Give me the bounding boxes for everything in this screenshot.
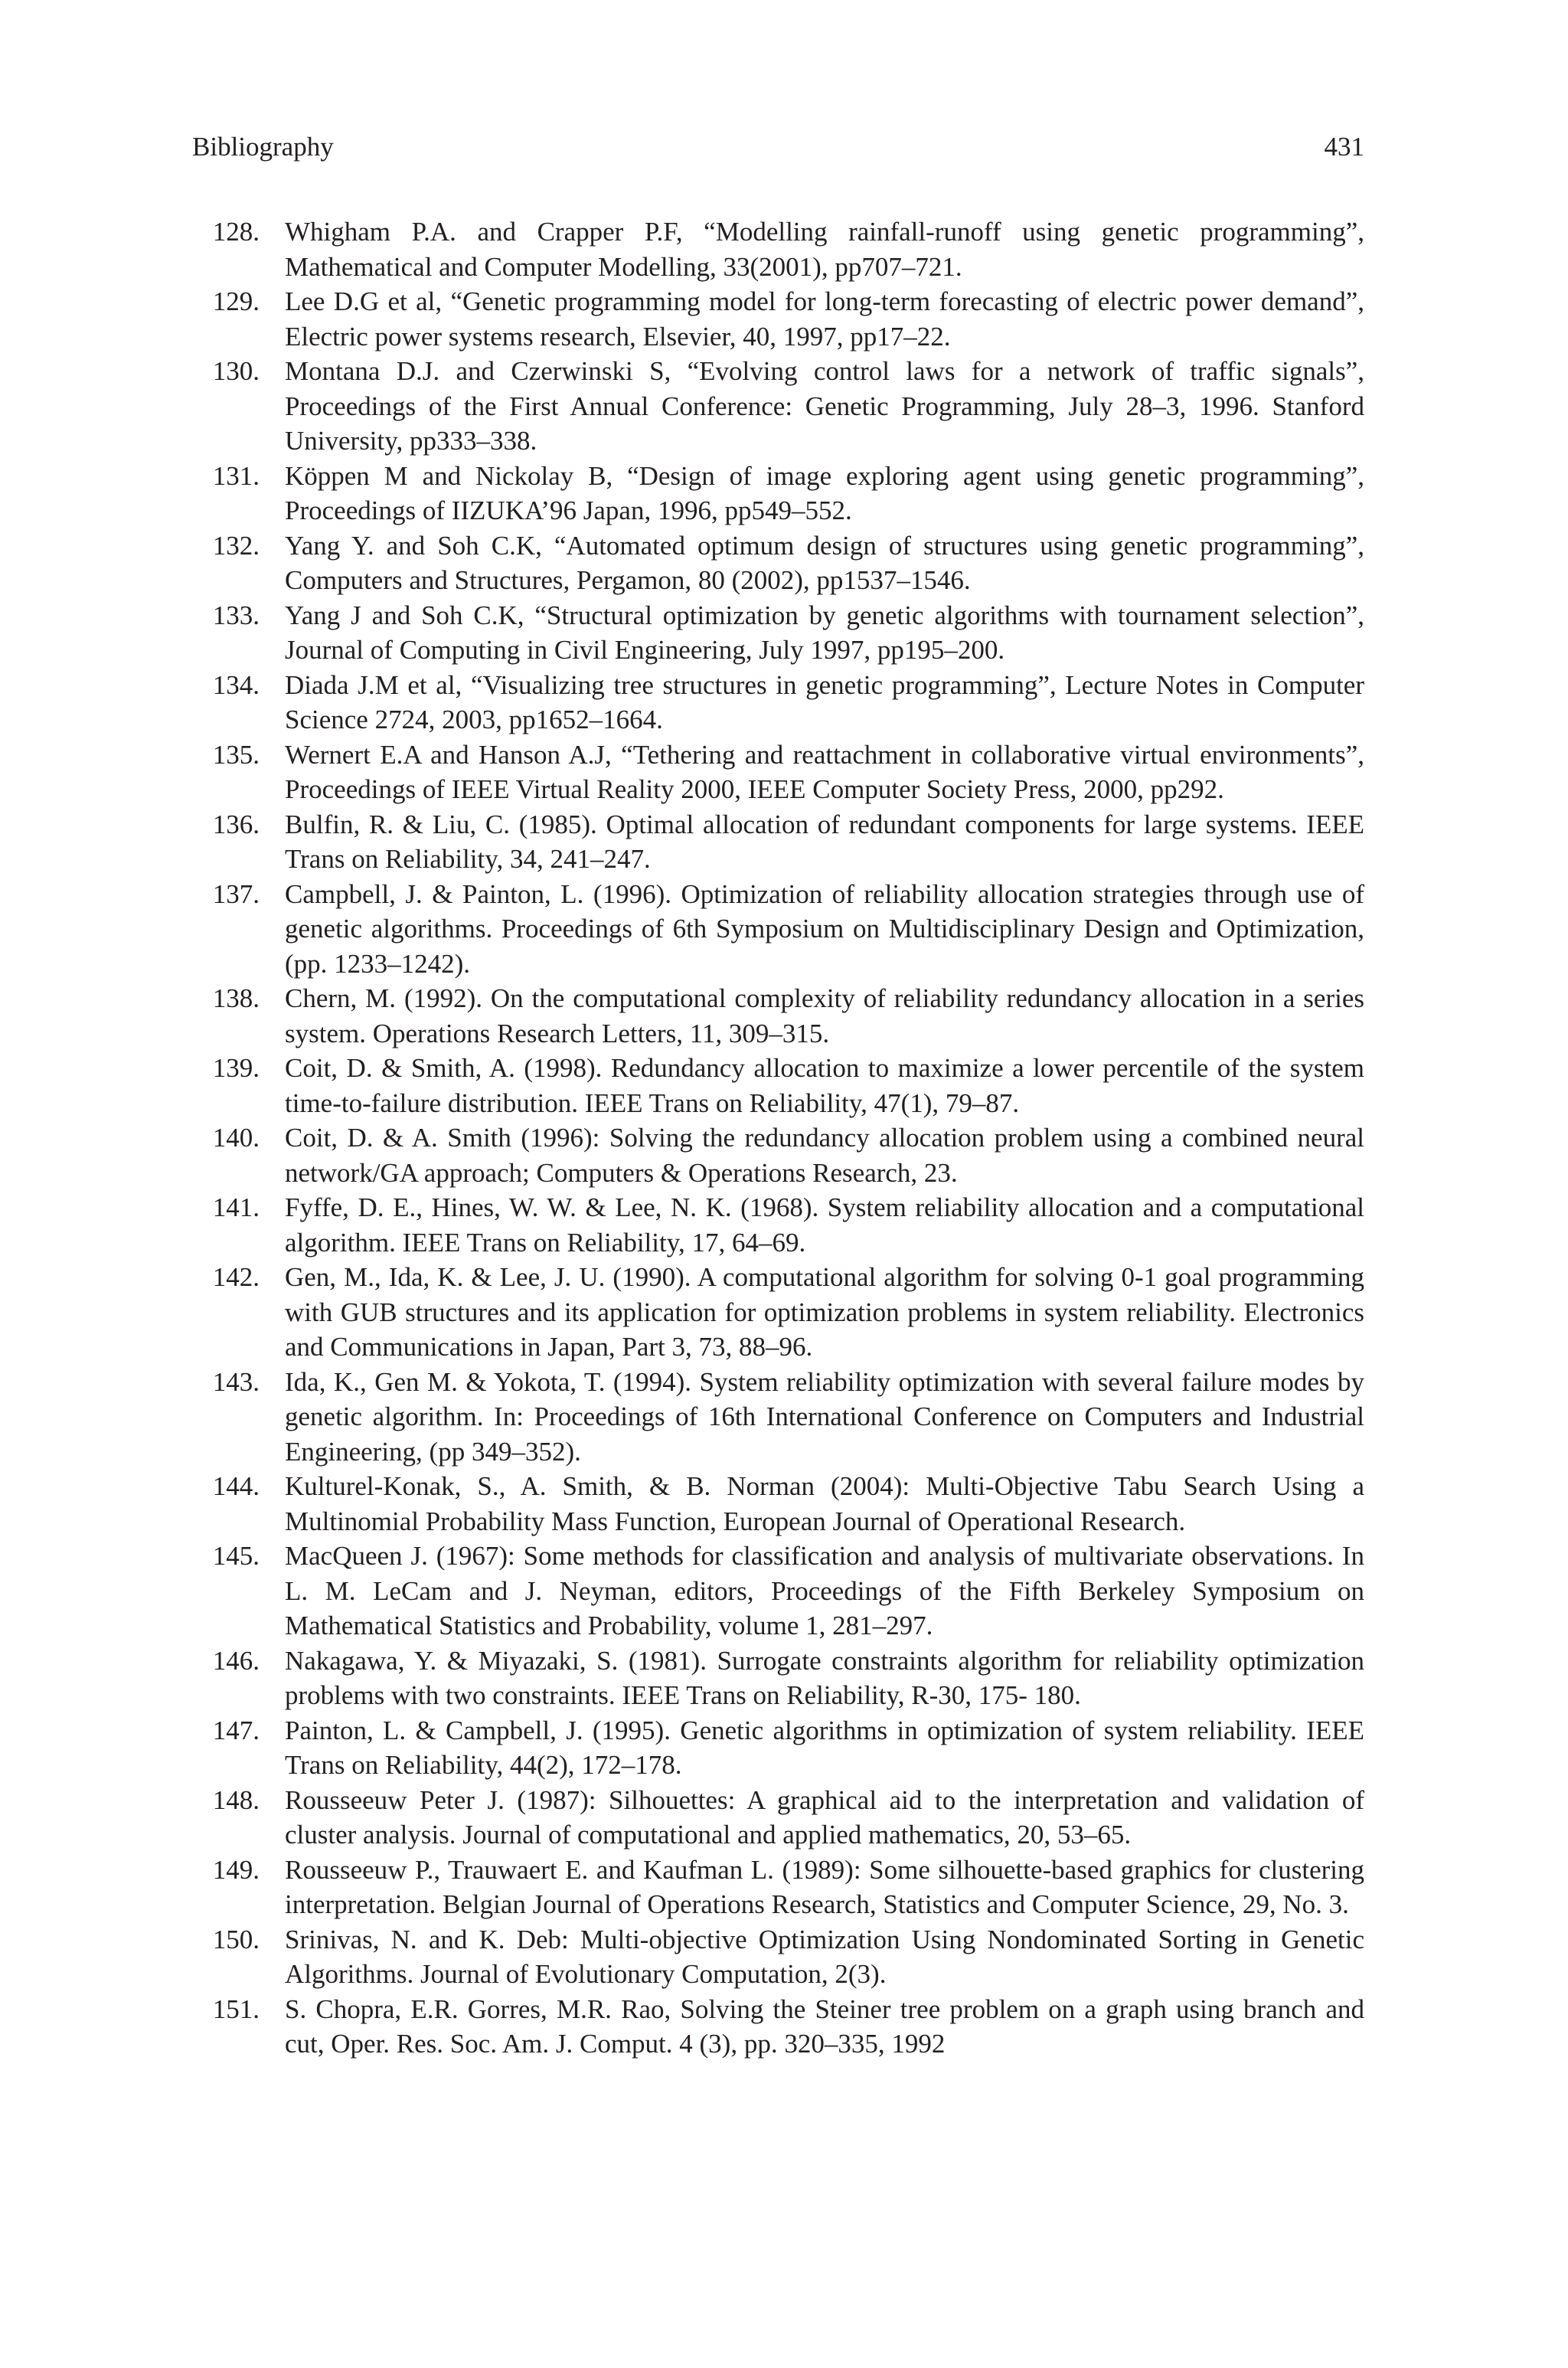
reference-text: Montana D.J. and Czerwinski S, “Evolving control laws for a network of traffic signals”, Proceedings of the First Annual Conference: Genetic Programming, July 28–3, 1996. Stanford University, pp333–338. — [285, 356, 1364, 456]
reference-item — [192, 1992, 1364, 2062]
reference-item — [192, 1853, 1364, 1922]
reference-item — [192, 807, 1364, 877]
reference-number: 151. — [212, 1994, 260, 2024]
reference-item — [192, 668, 1364, 738]
reference-number: 133. — [212, 600, 260, 630]
reference-item — [192, 738, 1364, 807]
reference-item — [192, 1051, 1364, 1120]
reference-text: Ida, K., Gen M. & Yokota, T. (1994). System reliability optimization with several failure modes by genetic algorithm. In: Proceedings of 16th International Conference on Computers and Industrial Engineering, (pp 349–352). — [285, 1366, 1364, 1467]
reference-number: 143. — [212, 1366, 260, 1397]
reference-text: Diada J.M et al, “Visualizing tree structures in genetic programming”, Lecture Notes in Computer Science 2724, 2003, pp1652–1664. — [285, 669, 1364, 734]
reference-item — [192, 354, 1364, 459]
reference-number: 136. — [212, 809, 260, 839]
reference-item — [192, 598, 1364, 668]
reference-number: 145. — [212, 1541, 260, 1571]
reference-item — [192, 1539, 1364, 1644]
reference-number: 147. — [212, 1715, 260, 1745]
reference-item — [192, 528, 1364, 598]
reference-item — [192, 1120, 1364, 1190]
reference-number: 139. — [212, 1053, 260, 1083]
reference-item — [192, 459, 1364, 528]
reference-text: Bulfin, R. & Liu, C. (1985). Optimal allocation of redundant components for large systems. IEEE Trans on Reliability, 34, 241–247. — [285, 809, 1364, 874]
reference-item — [192, 1783, 1364, 1853]
reference-number: 130. — [212, 356, 260, 386]
reference-text: Rousseeuw Peter J. (1987): Silhouettes: A graphical aid to the interpretation and validation of cluster analysis. Journal of computational and applied mathematics, 20, 53–65. — [285, 1784, 1364, 1850]
reference-text: S. Chopra, E.R. Gorres, M.R. Rao, Solving the Steiner tree problem on a graph using branch and cut, Oper. Res. Soc. Am. J. Comput. 4 (3), pp. 320–335, 1992 — [285, 1994, 1364, 2059]
reference-text: Coit, D. & A. Smith (1996): Solving the redundancy allocation problem using a combined neural network/GA approach; Computers & Operations Research, 23. — [285, 1123, 1364, 1188]
reference-item — [192, 1190, 1364, 1260]
reference-number: 138. — [212, 983, 260, 1013]
reference-item — [192, 1644, 1364, 1713]
reference-text: Wernert E.A and Hanson A.J, “Tethering and reattachment in collaborative virtual environments”, Proceedings of IEEE Virtual Reality 2000, IEEE Computer Society Press, 2000, pp292. — [285, 739, 1364, 804]
reference-text: Srinivas, N. and K. Deb: Multi-objective Optimization Using Nondominated Sorting in Genetic Algorithms. Journal of Evolutionary Computation, 2(3). — [285, 1924, 1364, 1989]
reference-text: Chern, M. (1992). On the computational complexity of reliability redundancy allocation in a series system. Operations Research Letters, 11, 309–315. — [285, 983, 1364, 1048]
reference-number: 134. — [212, 669, 260, 700]
reference-text: Kulturel-Konak, S., A. Smith, & B. Norman (2004): Multi-Objective Tabu Search Using a Multinomial Probability Mass Function, European Journal of Operational Research. — [285, 1471, 1364, 1536]
reference-text: Köppen M and Nickolay B, “Design of image exploring agent using genetic programming”, Proceedings of IIZUKA’96 Japan, 1996, pp549–552. — [285, 460, 1364, 525]
reference-number: 137. — [212, 878, 260, 909]
reference-item — [192, 1469, 1364, 1539]
reference-text: Whigham P.A. and Crapper P.F, “Modelling rainfall-runoff using genetic programming”, Mathematical and Computer Modelling, 33(2001), pp707–721. — [285, 217, 1364, 282]
reference-list — [192, 214, 1364, 2062]
reference-text: Gen, M., Ida, K. & Lee, J. U. (1990). A computational algorithm for solving 0-1 goal programming with GUB structures and its application for optimization problems in system reliability. Electronics and Communications in Japan, Part 3, 73, 88–96. — [285, 1262, 1364, 1362]
reference-item — [192, 877, 1364, 982]
running-head — [192, 129, 1364, 165]
reference-text: Nakagawa, Y. & Miyazaki, S. (1981). Surrogate constraints algorithm for reliability optimization problems with two constraints. IEEE Trans on Reliability, R-30, 175- 180. — [285, 1645, 1364, 1710]
reference-number: 148. — [212, 1784, 260, 1815]
reference-number: 146. — [212, 1645, 260, 1676]
reference-number: 142. — [212, 1262, 260, 1292]
reference-text: Coit, D. & Smith, A. (1998). Redundancy allocation to maximize a lower percentile of the system time-to-failure distribution. IEEE Trans on Reliability, 47(1), 79–87. — [285, 1053, 1364, 1118]
reference-number: 135. — [212, 739, 260, 770]
reference-item — [192, 981, 1364, 1051]
reference-text: Fyffe, D. E., Hines, W. W. & Lee, N. K. (1968). System reliability allocation and a computational algorithm. IEEE Trans on Reliability, 17, 64–69. — [285, 1192, 1364, 1258]
reference-number: 129. — [212, 286, 260, 316]
reference-number: 140. — [212, 1123, 260, 1153]
reference-text: Rousseeuw P., Trauwaert E. and Kaufman L. (1989): Some silhouette-based graphics for clustering interpretation. Belgian Journal of Operations Research, Statistics and Computer Science, 29, No. 3. — [285, 1854, 1364, 1919]
reference-number: 132. — [212, 530, 260, 561]
reference-number: 150. — [212, 1924, 260, 1954]
reference-number: 141. — [212, 1192, 260, 1222]
reference-item — [192, 1922, 1364, 1992]
reference-text: Lee D.G et al, “Genetic programming model for long-term forecasting of electric power demand”, Electric power systems research, Elsevier, 40, 1997, pp17–22. — [285, 286, 1364, 352]
reference-text: Yang Y. and Soh C.K, “Automated optimum design of structures using genetic programming”, Computers and Structures, Pergamon, 80 (2002), pp1537–1546. — [285, 530, 1364, 595]
reference-text: MacQueen J. (1967): Some methods for classification and analysis of multivariate observations. In L. M. LeCam and J. Neyman, editors, Proceedings of the Fifth Berkeley Symposium on Mathematical Statistics and Probability, volume 1, 281–297. — [285, 1541, 1364, 1640]
reference-text: Yang J and Soh C.K, “Structural optimization by genetic algorithms with tournament selection”, Journal of Computing in Civil Engineering, July 1997, pp195–200. — [285, 600, 1364, 665]
reference-text: Campbell, J. & Painton, L. (1996). Optimization of reliability allocation strategies through use of genetic algorithms. Proceedings of 6th Symposium on Multidisciplinary Design and Optimization, (pp. 1233–1242). — [285, 878, 1364, 979]
reference-number: 128. — [212, 217, 260, 247]
reference-item — [192, 284, 1364, 354]
reference-item — [192, 1713, 1364, 1783]
page-number: 431 — [1324, 132, 1364, 162]
reference-text: Painton, L. & Campbell, J. (1995). Genetic algorithms in optimization of system reliability. IEEE Trans on Reliability, 44(2), 172–178. — [285, 1715, 1364, 1780]
reference-item — [192, 214, 1364, 284]
reference-item — [192, 1260, 1364, 1365]
reference-number: 149. — [212, 1854, 260, 1885]
reference-number: 131. — [212, 460, 260, 491]
running-head-title: Bibliography — [192, 132, 334, 162]
reference-item — [192, 1365, 1364, 1470]
reference-number: 144. — [212, 1471, 260, 1501]
